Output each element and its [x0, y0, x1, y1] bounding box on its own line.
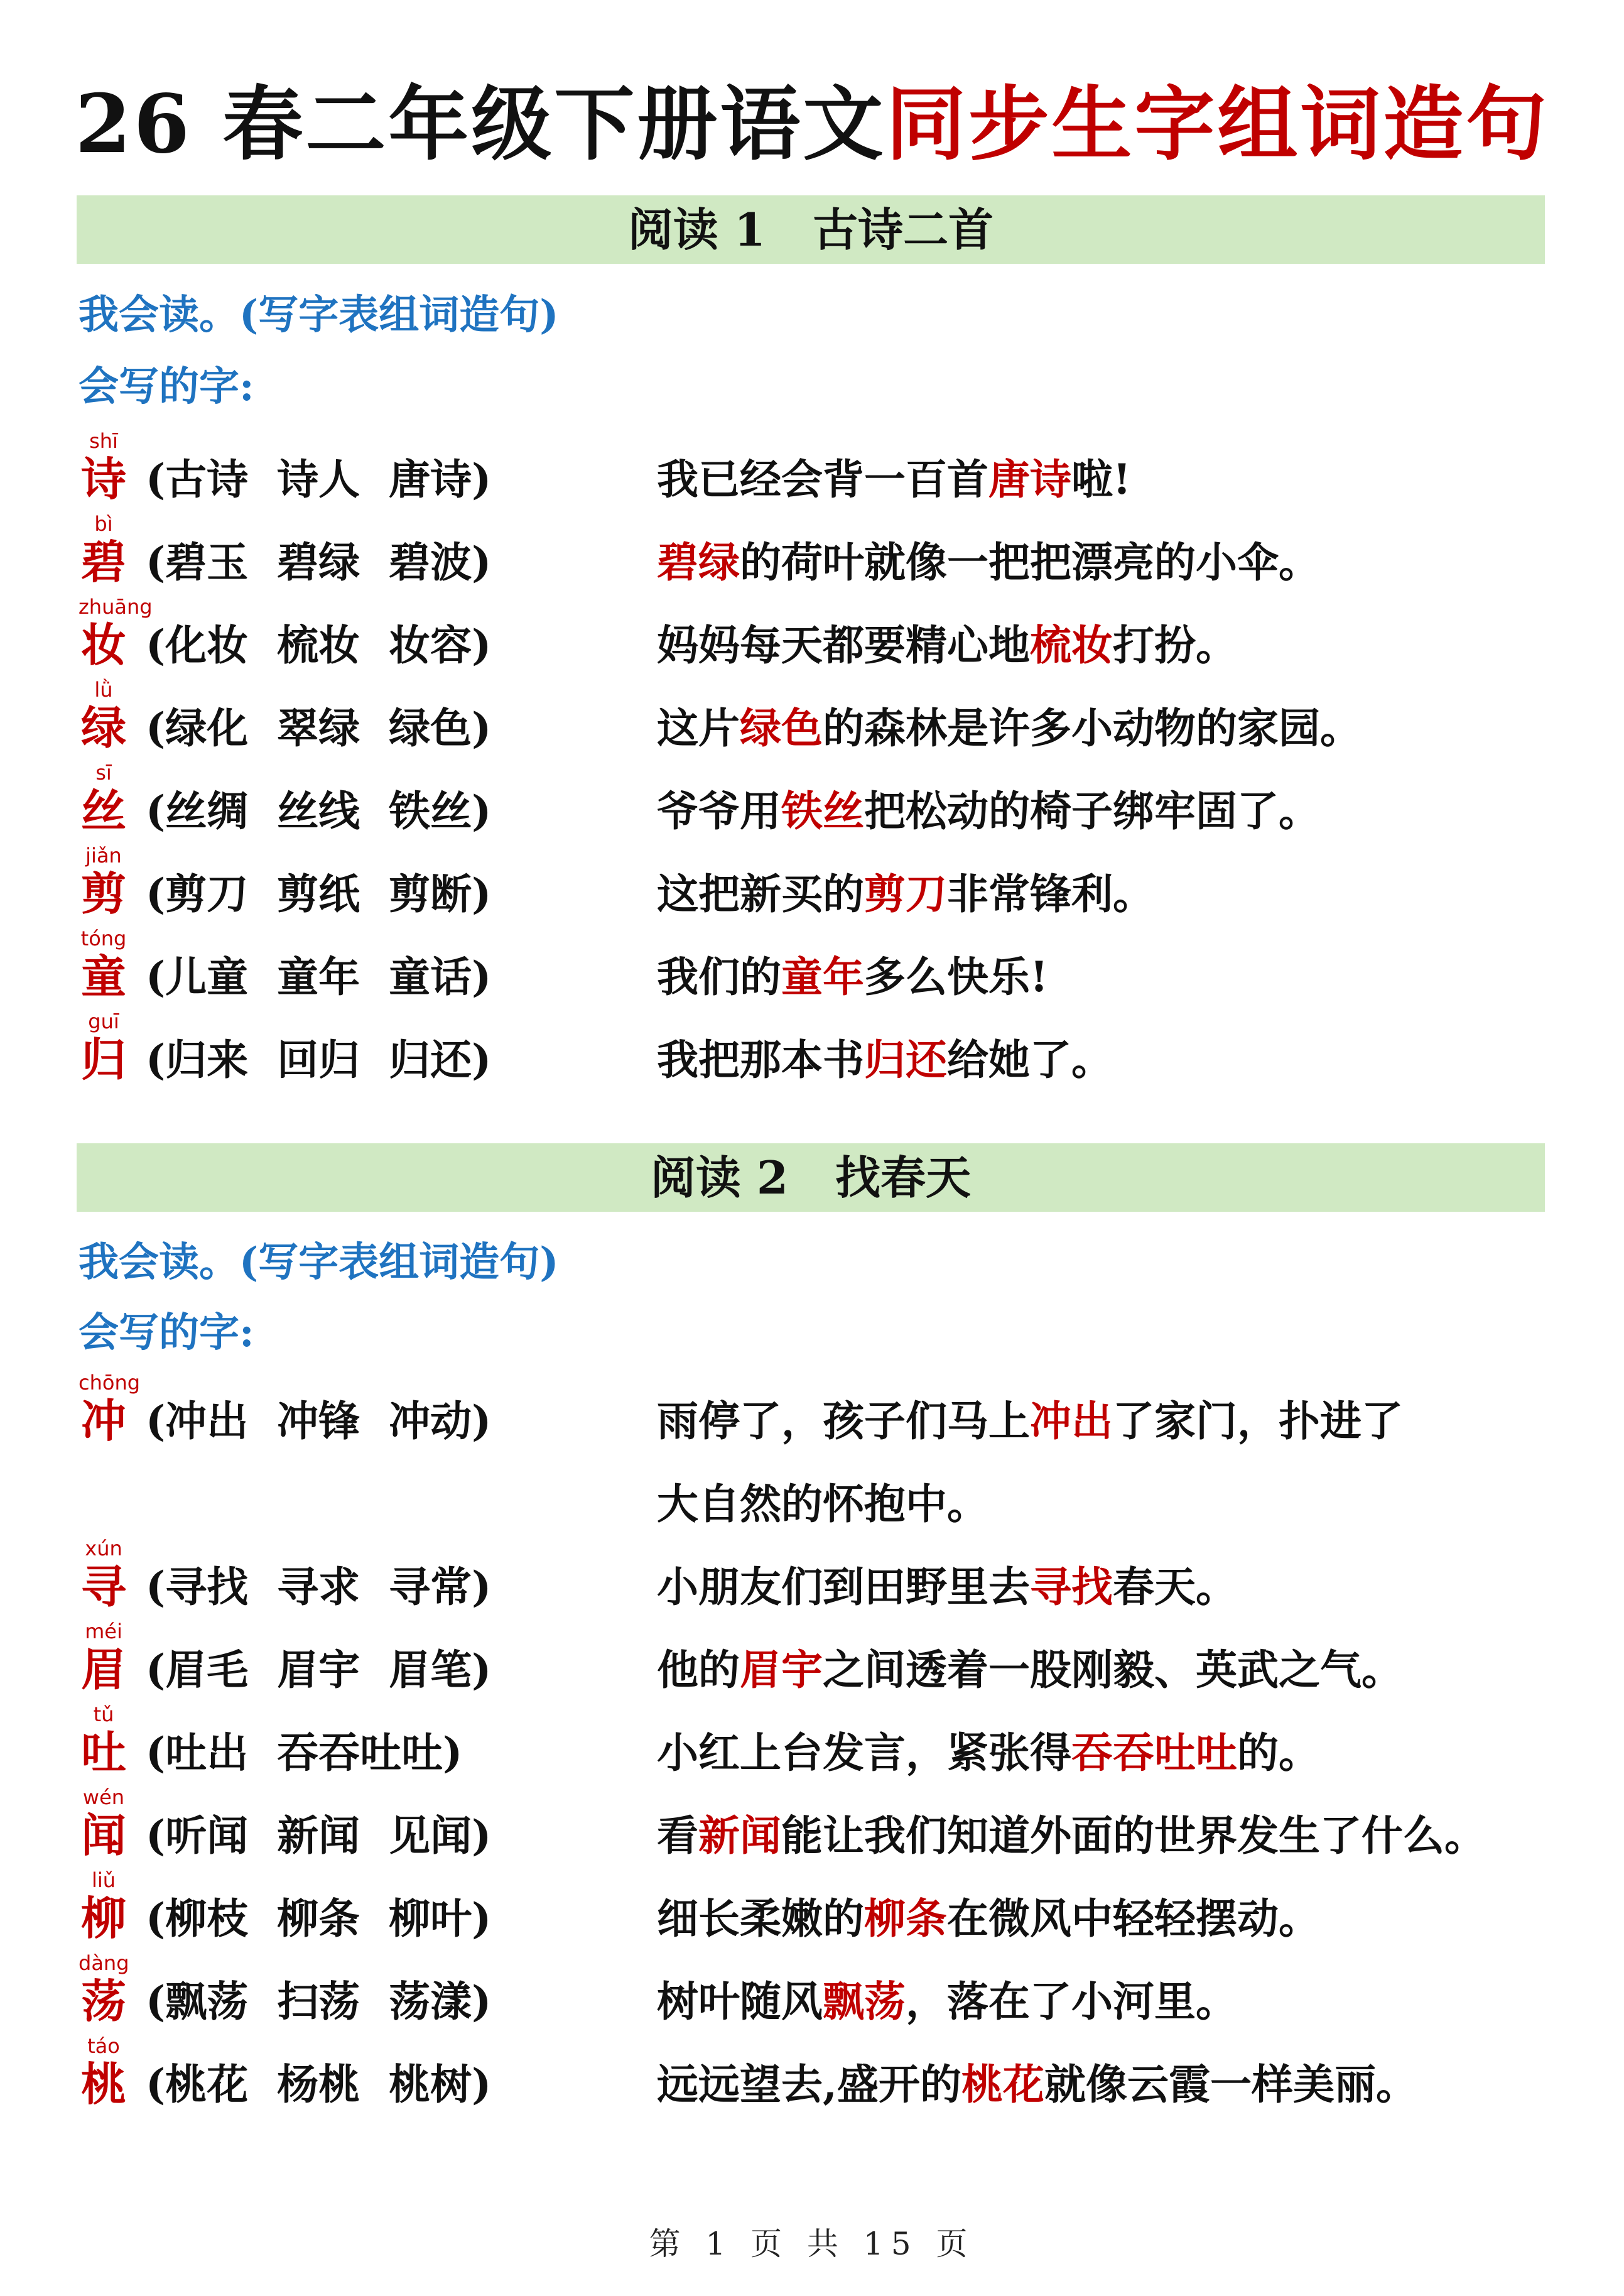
example-sentence — [657, 1973, 1237, 2030]
char-row — [0, 513, 1624, 596]
pinyin: liǔ — [91, 1868, 116, 1892]
sentence-text: 了家门，扑进了 — [1113, 1396, 1403, 1445]
target-character: 碧 — [80, 535, 126, 589]
target-character: 吐 — [80, 1726, 126, 1779]
char-row — [0, 1010, 1624, 1093]
sentence-text: 的。 — [1237, 1728, 1320, 1777]
title-red-part: 同步生字组词造句 — [885, 77, 1549, 171]
sentence-text: 细长柔嫩的 — [657, 1894, 864, 1943]
sentence-text: 看 — [657, 1811, 698, 1860]
sentence-text: 妈妈每天都要精心地 — [657, 621, 1030, 670]
example-sentence — [657, 1890, 1320, 1947]
char-row — [0, 844, 1624, 927]
word-group: (吐出 吞吞吐吐) — [146, 1728, 463, 1777]
sentence-text: 多么快乐! — [864, 952, 1048, 1001]
word-group: (碧玉 碧绿 碧波) — [146, 538, 492, 587]
target-character: 寻 — [80, 1560, 126, 1613]
pinyin: táo — [87, 2034, 120, 2058]
highlighted-word: 唐诗 — [988, 455, 1071, 504]
pinyin: sī — [95, 761, 112, 785]
target-character: 柳 — [80, 1891, 126, 1945]
target-character: 绿 — [80, 701, 126, 754]
sentence-text: 远远望去,盛开的 — [657, 2060, 961, 2109]
highlighted-word: 归还 — [864, 1035, 947, 1084]
title-black-part: 26 春二年级下册语文 — [75, 77, 886, 171]
read-label-2: 我会读。(写字表组词造句) — [78, 1239, 559, 1286]
highlighted-word: 童年 — [781, 952, 864, 1001]
char-row — [0, 1537, 1624, 1620]
example-sentence — [657, 1724, 1320, 1781]
word-group: (听闻 新闻 见闻) — [146, 1811, 492, 1860]
sentence-text: 爷爷用 — [657, 786, 781, 835]
word-group: (归来 回归 归还) — [146, 1035, 492, 1084]
highlighted-word: 眉宇 — [740, 1645, 823, 1694]
example-sentence — [657, 1641, 1403, 1698]
sentence-text: 雨停了，孩子们马上 — [657, 1396, 1030, 1445]
example-sentence — [657, 534, 1320, 590]
sentence-text: 这把新买的 — [657, 869, 864, 918]
highlighted-word: 桃花 — [961, 2060, 1044, 2109]
sentence-text: 就像云霞一样美丽。 — [1044, 2060, 1417, 2109]
target-character: 桃 — [80, 2057, 126, 2111]
sentence-text: 树叶随风 — [657, 1977, 823, 2026]
sentence-text: 我们的 — [657, 952, 781, 1001]
char-row — [0, 2035, 1624, 2118]
target-character: 闻 — [80, 1809, 126, 1862]
char-row — [0, 678, 1624, 761]
sentence-text: 春天。 — [1113, 1562, 1237, 1611]
highlighted-word: 梳妆 — [1030, 621, 1113, 670]
target-character: 归 — [80, 1033, 126, 1086]
highlighted-word: 绿色 — [740, 704, 823, 753]
highlighted-word: 柳条 — [864, 1894, 947, 1943]
word-group: (桃花 杨桃 桃树) — [146, 2060, 492, 2109]
example-sentence — [657, 451, 1131, 508]
pinyin: xún — [85, 1537, 122, 1560]
highlighted-word: 剪刀 — [864, 869, 947, 918]
word-group: (柳枝 柳条 柳叶) — [146, 1894, 492, 1943]
sentence-text: 小朋友们到田野里去 — [657, 1562, 1030, 1611]
sentence-text: 的荷叶就像一把把漂亮的小伞。 — [740, 538, 1320, 587]
write-label-2: 会写的字: — [78, 1309, 254, 1356]
highlighted-word: 铁丝 — [781, 786, 864, 835]
pinyin: chōng — [78, 1371, 141, 1395]
page-number: 第 1 页 共 15 页 — [649, 2226, 975, 2262]
char-row — [0, 1869, 1624, 1952]
target-character: 妆 — [80, 618, 126, 672]
pinyin: wén — [82, 1785, 125, 1809]
sentence-text: 我把那本书 — [657, 1035, 864, 1084]
example-sentence — [657, 1559, 1237, 1615]
word-group: (绿化 翠绿 绿色) — [146, 704, 492, 753]
example-sentence-continuation — [657, 1476, 988, 1532]
word-group: (冲出 冲锋 冲动) — [146, 1396, 492, 1445]
target-character: 诗 — [80, 452, 126, 506]
word-group: (寻找 寻求 寻常) — [146, 1562, 492, 1611]
pinyin: tóng — [80, 927, 127, 950]
example-sentence — [657, 1031, 1113, 1088]
target-character: 眉 — [80, 1643, 126, 1696]
sentence-text: 给她了。 — [947, 1035, 1113, 1084]
highlighted-word: 碧绿 — [657, 538, 740, 587]
pinyin: bì — [94, 512, 113, 536]
target-character: 丝 — [80, 784, 126, 837]
example-sentence — [657, 1807, 1486, 1864]
sentence-text: 打扮。 — [1113, 621, 1237, 670]
char-row — [0, 1703, 1624, 1786]
target-character: 荡 — [80, 1974, 126, 2028]
pinyin: jiǎn — [85, 844, 122, 868]
pinyin: lǜ — [94, 678, 113, 702]
sentence-text: 能让我们知道外面的世界发生了什么。 — [781, 1811, 1486, 1860]
target-character: 童 — [80, 950, 126, 1003]
pinyin: tǔ — [93, 1702, 114, 1726]
highlighted-word: 飘荡 — [823, 1977, 906, 2026]
target-character: 冲 — [80, 1394, 126, 1447]
sentence-text: 把松动的椅子绑牢固了。 — [864, 786, 1320, 835]
highlighted-word: 冲出 — [1030, 1396, 1113, 1445]
sentence-text: 这片 — [657, 704, 740, 753]
char-row — [0, 596, 1624, 678]
sentence-text: ，落在了小河里。 — [906, 1977, 1237, 2026]
sentence-text: 我已经会背一百首 — [657, 455, 988, 504]
section-heading-2: 阅读 2 找春天 — [77, 1143, 1545, 1212]
read-label-1: 我会读。(写字表组词造句) — [78, 291, 559, 339]
char-row — [0, 927, 1624, 1010]
char-row — [0, 1620, 1624, 1703]
example-sentence — [657, 2056, 1417, 2113]
word-group: (古诗 诗人 唐诗) — [146, 455, 492, 504]
char-row — [0, 430, 1624, 513]
sentence-text: 小红上台发言，紧张得 — [657, 1728, 1071, 1777]
pinyin: zhuāng — [78, 595, 153, 619]
sentence-text: 他的 — [657, 1645, 740, 1694]
pinyin: dàng — [78, 1951, 129, 1975]
page-title — [0, 74, 1624, 175]
example-sentence — [657, 1393, 1403, 1449]
char-row — [0, 1786, 1624, 1869]
char-row — [0, 1952, 1624, 2035]
highlighted-word: 寻找 — [1030, 1562, 1113, 1611]
example-sentence — [657, 700, 1361, 756]
word-group: (眉毛 眉宇 眉笔) — [146, 1645, 492, 1694]
sentence-text: 非常锋利。 — [947, 869, 1154, 918]
pinyin: shī — [89, 429, 118, 453]
sentence-text: 之间透着一股刚毅、英武之气。 — [823, 1645, 1403, 1694]
word-group: (儿童 童年 童话) — [146, 952, 492, 1001]
pinyin: guī — [88, 1009, 119, 1033]
target-character: 剪 — [80, 867, 126, 920]
sentence-text: 在微风中轻轻摆动。 — [947, 1894, 1320, 1943]
example-sentence — [657, 783, 1320, 839]
char-row — [0, 761, 1624, 844]
sentence-text: 啦! — [1071, 455, 1131, 504]
word-group: (丝绸 丝线 铁丝) — [146, 786, 492, 835]
example-sentence — [657, 949, 1048, 1005]
sentence-text: 的森林是许多小动物的家园。 — [823, 704, 1361, 753]
highlighted-word: 吞吞吐吐 — [1071, 1728, 1237, 1777]
word-group: (剪刀 剪纸 剪断) — [146, 869, 492, 918]
example-sentence — [657, 617, 1237, 673]
pinyin: méi — [85, 1619, 122, 1643]
example-sentence — [657, 866, 1154, 922]
section-heading-1: 阅读 1 古诗二首 — [77, 195, 1545, 264]
highlighted-word: 新闻 — [698, 1811, 781, 1860]
write-label-1: 会写的字: — [78, 363, 254, 410]
word-group: (化妆 梳妆 妆容) — [146, 621, 492, 670]
char-row — [0, 1371, 1624, 1528]
sentence-text: 大自然的怀抱中。 — [657, 1479, 988, 1528]
word-group: (飘荡 扫荡 荡漾) — [146, 1977, 492, 2026]
